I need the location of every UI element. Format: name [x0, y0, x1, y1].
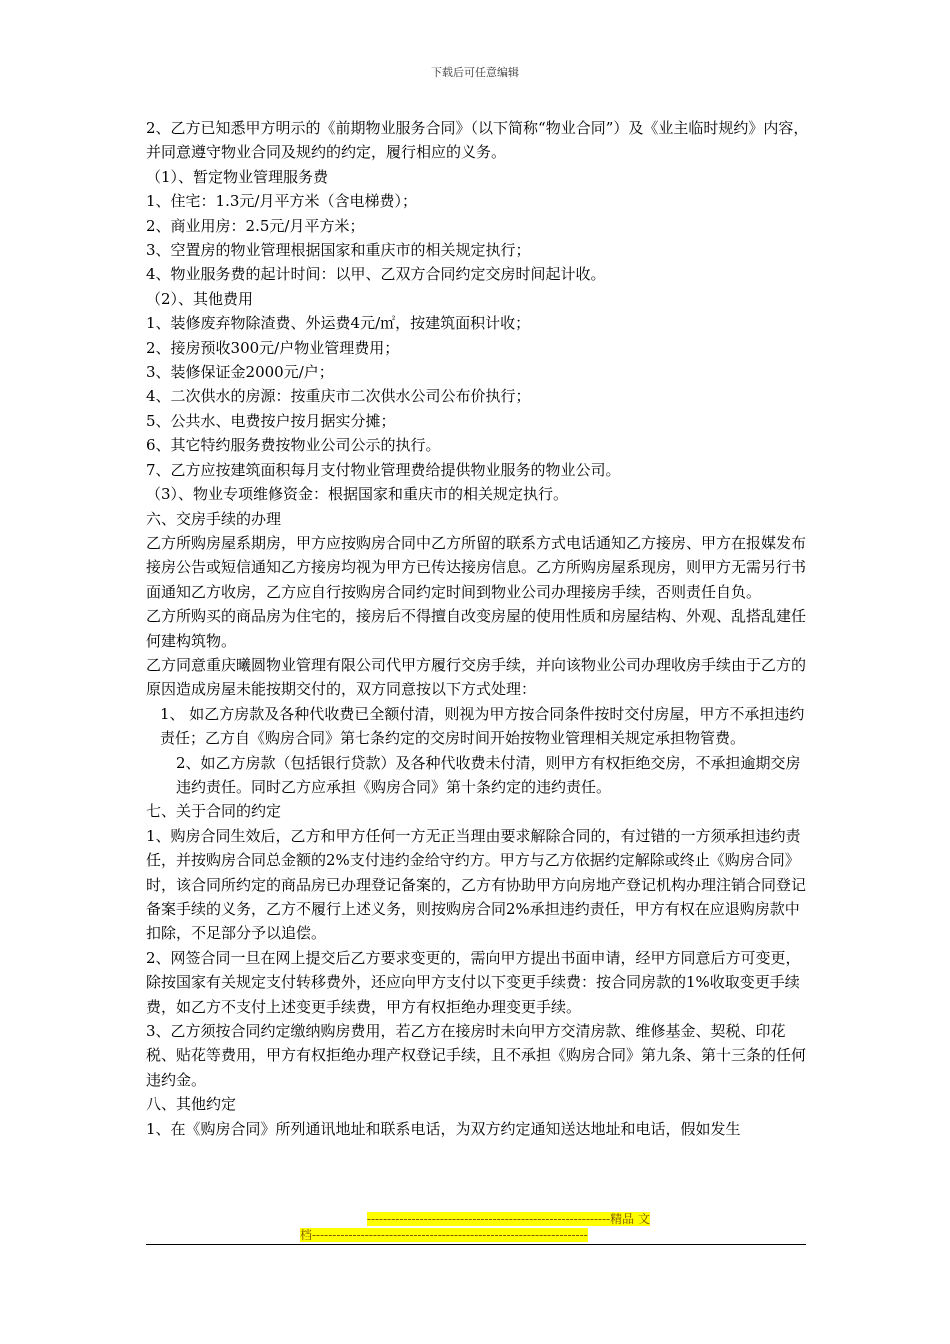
list-item: 7、乙方应按建筑面积每月支付物业管理费给提供物业服务的物业公司。: [146, 460, 621, 479]
document-body: [146, 116, 810, 1141]
list-item: 2、如乙方房款（包括银行贷款）及各种代收费未付清，则甲方有权拒绝交房，不承担逾期交房违约责任。同时乙方应承担《购房合同》第十条约定的违约责任。: [176, 753, 801, 796]
paragraph-agent-handover: 乙方同意重庆曦圆物业管理有限公司代甲方履行交房手续，并向该物业公司办理收房手续由于乙方的原因造成房屋未能按期交付的，双方同意按以下方式处理：: [146, 655, 807, 699]
section-heading-other: 八、其他约定: [146, 1095, 237, 1114]
list-item: 1、在《购房合同》所列通讯地址和联系电话，为双方约定通知送达地址和电话，假如发生: [146, 1119, 741, 1138]
heading-other-fees: （2）、其他费用: [146, 289, 254, 308]
list-item: 1、购房合同生效后，乙方和甲方任何一方无正当理由要求解除合同的，有过错的一方须承担违约责任，并按购房合同总金额的2%支付违约金给守约方。甲方与乙方依据约定解除或终止《购房合同》时，该合同所约定的商品房已办理登记备案的，乙方有协助甲方向房地产登记机构办理注销合同登记备案手续的义务，乙方不履行上述义务，则按购房合同2%承担违约责任，甲方有权在应退购房款中扣除，不足部分予以追偿。: [146, 826, 807, 943]
list-item: 2、网签合同一旦在网上提交后乙方要求变更的，需向甲方提出书面申请，经甲方同意后方可变更，除按国家有关规定支付转移费外，还应向甲方支付以下变更手续费：按合同房款的1%收取变更手续费，如乙方不支付上述变更手续费，甲方有权拒绝办理变更手续。: [146, 948, 801, 1016]
list-item: 3、空置房的物业管理根据国家和重庆市的相关规定执行；: [146, 241, 531, 260]
list-item: 1、装修废弃物除渣费、外运费4元/㎡，按建筑面积计收；: [146, 314, 531, 333]
section-heading-contract: 七、关于合同的约定: [146, 802, 282, 821]
list-item: 3、装修保证金2000元/户；: [146, 363, 334, 382]
section-heading-handover: 六、交房手续的办理: [146, 509, 282, 528]
paragraph-handover-notice: 乙方所购房屋系期房，甲方应按购房合同中乙方所留的联系方式电话通知乙方接房、甲方在报媒发布接房公告或短信通知乙方接房均视为甲方已传达接房信息。乙方所购房屋系现房，则甲方无需另行书面通知乙方收房，乙方应自行按购房合同约定时间到物业公司办理接房手续，否则责任自负。: [146, 533, 807, 601]
page-header-note: 下载后可任意编辑: [431, 66, 519, 79]
footer-line-2: 档--------------------------------------------------------------------: [300, 1228, 588, 1242]
paragraph-property-contract: 2、乙方已知悉甲方明示的《前期物业服务合同》（以下简称“物业合同”）及《业主临时规约》内容，并同意遵守物业合同及规约的约定，履行相应的义务。: [146, 119, 809, 162]
paragraph-usage-restriction: 乙方所购买的商品房为住宅的，接房后不得擅自改变房屋的使用性质和房屋结构、外观、乱搭乱建任何建构筑物。: [146, 607, 807, 650]
footer-line-1: ------------------------------------------------------------精品 文: [366, 1212, 650, 1226]
list-item: 2、商业用房：2.5元/月平方米；: [146, 216, 365, 235]
list-item: 6、其它特约服务费按物业公司公示的执行。: [146, 436, 441, 455]
list-item: 1、 如乙方房款及各种代收费已全额付清，则视为甲方按合同条件按时交付房屋，甲方不承担违约责任；乙方自《购房合同》第七条约定的交房时间开始按物业管理相关规定承担物管费。: [160, 704, 805, 748]
heading-fee-provisional: （1）、暂定物业管理服务费: [146, 167, 329, 186]
list-item: 5、公共水、电费按户按月据实分摊；: [146, 411, 396, 430]
list-item: 4、二次供水的房源：按重庆市二次供水公司公布价执行；: [146, 387, 531, 406]
footer-watermark-text: [300, 1211, 650, 1243]
list-item: 4、物业服务费的起计时间：以甲、乙双方合同约定交房时间起计收。: [146, 265, 606, 284]
heading-maintenance-fund: （3）、物业专项维修资金：根据国家和重庆市的相关规定执行。: [146, 485, 569, 504]
list-item: 1、住宅：1.3元/月平方米（含电梯费）；: [146, 192, 417, 211]
list-item: 2、接房预收300元/户物业管理费用；: [146, 338, 400, 357]
list-item: 3、乙方须按合同约定缴纳购房费用，若乙方在接房时未向甲方交清房款、维修基金、契税、印花税、贴花等费用，甲方有权拒绝办理产权登记手续，且不承担《购房合同》第九条、第十三条的任何违约金。: [146, 1022, 807, 1089]
footer-divider: [146, 1244, 806, 1245]
